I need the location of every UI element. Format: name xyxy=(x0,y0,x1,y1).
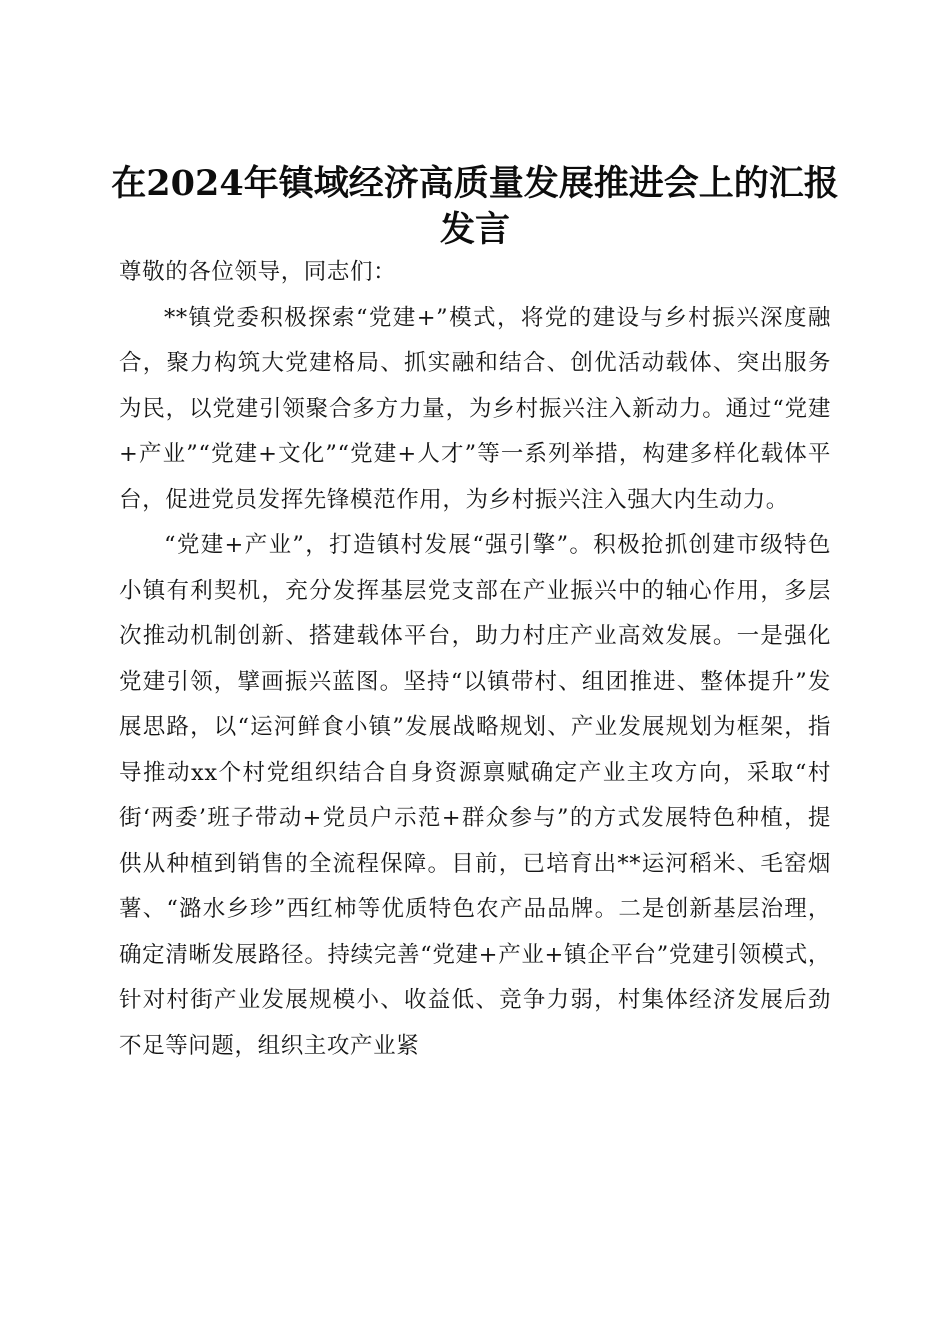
document-body xyxy=(119,250,831,1069)
paragraph-intro: **镇党委积极探索“党建+”模式，将党的建设与乡村振兴深度融合，聚力构筑大党建格局、抓实融和结合、创优活动载体、突出服务为民，以党建引领聚合多方力量，为乡村振兴注入新动力。通过“党建+产业”“党建+文化”“党建+人才”等一系列举措，构建多样化载体平台，促进党员发挥先锋模范作用，为乡村振兴注入强大内生动力。 xyxy=(119,304,831,513)
salutation: 尊敬的各位领导，同志们： xyxy=(119,259,397,285)
paragraph-party-building-industry: “党建+产业”，打造镇村发展“强引擎”。积极抢抓创建市级特色小镇有利契机，充分发挥基层党支部在产业振兴中的轴心作用，多层次推动机制创新、搭建载体平台，助力村庄产业高效发展。一是强化党建引领，擘画振兴蓝图。坚持“以镇带村、组团推进、整体提升”发展思路，以“运河鲜食小镇”发展战略规划、产业发展规划为框架，指导推动xx个村党组织结合自身资源禀赋确定产业主攻方向，采取“村街‘两委’班子带动+党员户示范+群众参与”的方式发展特色种植，提供从种植到销售的全流程保障。目前，已培育出**运河稻米、毛窑烟薯、“潞水乡珍”西红柿等优质特色农产品品牌。二是创新基层治理，确定清晰发展路径。持续完善“党建+产业+镇企平台”党建引领模式，针对村街产业发展规模小、收益低、竞争力弱，村集体经济发展后劲不足等问题，组织主攻产业紧 xyxy=(119,532,831,1059)
document-title: 在2024年镇域经济高质量发展推进会上的汇报发言 xyxy=(111,163,839,251)
